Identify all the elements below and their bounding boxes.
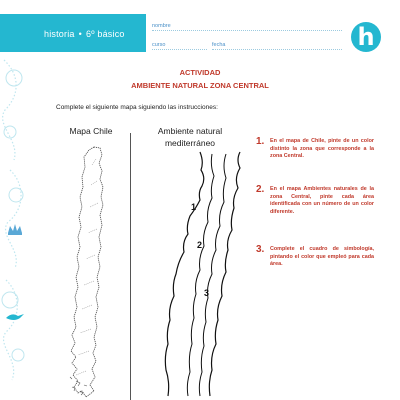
separator-dot: • bbox=[78, 29, 82, 39]
map-chile-heading: Mapa Chile bbox=[69, 126, 113, 136]
zone-label-3: 3 bbox=[204, 288, 210, 298]
course-field-line[interactable] bbox=[152, 49, 207, 50]
column-divider bbox=[130, 133, 131, 400]
step-text-3: Complete el cuadro de simbología, pintando el color que empleó para cada área. bbox=[270, 246, 374, 268]
logo-badge bbox=[351, 22, 381, 52]
crown-icon bbox=[8, 224, 22, 235]
step-number-3: 3. bbox=[256, 244, 265, 255]
name-field-line[interactable] bbox=[152, 30, 342, 31]
mediterranean-map[interactable] bbox=[160, 150, 252, 400]
name-field-label: nombre bbox=[152, 23, 171, 29]
activity-title: ACTIVIDAD bbox=[179, 68, 221, 77]
bird-icon bbox=[6, 314, 24, 320]
date-field-label: fecha bbox=[212, 42, 226, 48]
zone-label-1: 1 bbox=[191, 202, 197, 212]
chile-map[interactable] bbox=[56, 145, 130, 400]
subject-grade-label bbox=[44, 29, 125, 39]
step-number-1: 1. bbox=[256, 136, 265, 147]
page-header bbox=[0, 14, 400, 52]
subject-label: historia bbox=[44, 29, 75, 39]
step-number-2: 2. bbox=[256, 184, 265, 195]
course-field-label: curso bbox=[152, 42, 166, 48]
zone-label-2: 2 bbox=[197, 240, 203, 250]
side-decoration-strip bbox=[0, 0, 30, 400]
mediterranean-heading-line2: mediterráneo bbox=[164, 138, 216, 148]
grade-label: 6º básico bbox=[85, 29, 125, 39]
activity-subtitle: AMBIENTE NATURAL ZONA CENTRAL bbox=[131, 81, 269, 90]
step-text-1: En el mapa de Chile, pinte de un color distinto la zona que corresponde a la zona Central. bbox=[270, 138, 374, 160]
date-field-line[interactable] bbox=[212, 49, 342, 50]
instruction-intro: Complete el siguiente mapa siguiendo las instrucciones: bbox=[56, 104, 218, 111]
step-text-2: En el mapa Ambientes naturales de la zona Central, pinte cada área identificada con un número de un color diferente. bbox=[270, 186, 374, 215]
logo-letter: h bbox=[357, 23, 375, 51]
mediterranean-heading-line1: Ambiente natural bbox=[157, 126, 223, 136]
